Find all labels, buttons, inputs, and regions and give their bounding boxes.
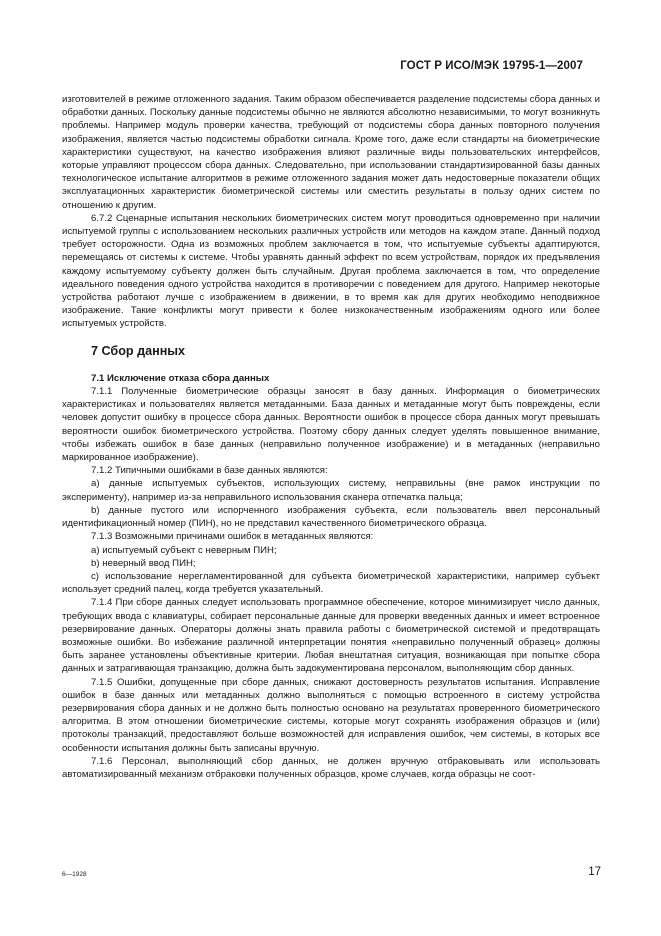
- paragraph-7-1-3: 7.1.3 Возможными причинами ошибок в метаданных являются:: [91, 531, 374, 543]
- page-number: 17: [588, 866, 601, 878]
- print-code: 6—1928: [62, 871, 87, 878]
- list-item-b: b) неверный ввод ПИН;: [91, 557, 196, 569]
- paragraph-7-1-1: 7.1.1 Полученные биометрические образцы заносят в базу данных. Информация о биометрических характеристиках и пользователях является метаданными. База данных и метаданные могут быть повреждены, если человек допустит ошибку в процессе сбора данных. Вероятности ошибок в процессе сбора данных могут превышать вероятности ошибок биометрического устройства. Поэтому сбору данных следует уделять повышенное внимание, чтобы избежать ошибок в базе данных (неправильно полученное изображение) и в метаданных (неправильно маркированное изображение).: [62, 386, 600, 464]
- list-item-a: a) испытуемый субъект с неверным ПИН;: [91, 544, 277, 556]
- paragraph-6-7-2: 6.7.2 Сценарные испытания нескольких биометрических систем могут проводиться одновременно при наличии испытуемой группы с использованием нескольких различных устройств или методов на каждом этапе. Данный подход требует осторожности. Одна из возможных проблем заключается в том, что испытуемые субъекты адаптируются, перемещаясь от системы к системе. Чтобы уравнять данный эффект по всем устройствам, порядок их предъявления каждому испытуемому субъекту должен быть случайным. Другая проблема заключается в том, что определение идеального поведения одного устройства находится в противоречии с поведением для другого. Например некоторые устройства работают лучше с изображением в движении, в то время как для других необходимо неподвижное изображение. Такие конфликты могут привести к более низкокачественным изображениям одного или более испытуемых устройств.: [62, 212, 600, 330]
- paragraph-7-1-6: 7.1.6 Персонал, выполняющий сбор данных, не должен вручную отбраковывать или использовать автоматизированный механизм отбраковки полученных образцов, кроме случаев, когда образцы не соот-: [62, 755, 600, 780]
- list-item-c: c) использование нерегламентированной для субъекта биометрической характеристики, например субъект использует средний палец, когда требуется указательный.: [62, 570, 600, 596]
- list-item-a: a) данные испытуемых субъектов, использующих систему, неправильны (вне рамок инструкции по эксперименту), например из-за неправильного использования сканера отпечатка пальца;: [62, 478, 600, 503]
- paragraph-7-1-4: 7.1.4 При сборе данных следует использовать программное обеспечение, которое минимизирует число данных, требующих ввода с клавиатуры, собирает персональные данные для проверки введенных данных и имеет встроенное резервирование данных. Операторы должны знать правила работы с биометрической системой и предотвращать возможные ошибки. Во избежание различной интерпретации понятия «неправильно полученный образец» должны быть заранее установлены объективные критерии. Любая внештатная ситуация, возникающая при попытке сбора данных и затрагивающая транзакцию, должна быть задокументирована персоналом, выполняющим сбор данных.: [62, 597, 600, 675]
- paragraph-continuation: изготовителей в режиме отложенного задания. Таким образом обеспечивается разделение подсистемы сбора данных и обработки данных. Поскольку данные подсистемы обычно не являются абсолютно независимыми, то могут возникнуть проблемы. Например модуль проверки качества, требующий от подсистемы сбора данных повторного получения изображения, является частью подсистемы обработки сигнала. Кроме того, даже если стандарты на биометрические характеристики существуют, на качество изображения влияют различные виды пользовательских интерфейсов, которые управляют процессом сбора данных. Следовательно, при использовании стандартизированной базы данных технологическое испытание алгоритмов в режиме отложенного задания может дать недостоверные показатели общих эксплуатационных характеристик биометрической системы или сместить результаты в пользу одних систем по отношению к другим.: [62, 94, 600, 211]
- standard-header: ГОСТ Р ИСО/МЭК 19795-1—2007: [400, 60, 583, 72]
- paragraph-7-1-2: 7.1.2 Типичными ошибками в базе данных являются:: [91, 465, 328, 477]
- subsection-heading: 7.1 Исключение отказа сбора данных: [91, 372, 270, 384]
- section-heading: 7 Сбор данных: [91, 343, 186, 358]
- page-body: [62, 93, 600, 781]
- paragraph-7-1-5: 7.1.5 Ошибки, допущенные при сборе данных, снижают достоверность результатов испытания. Исправление ошибок в базе данных или метаданных должно выполняться с помощью встроенного в систему устройства резервирования сбора данных и не должно быть полностью основано на результатах проверенного биометрического алгоритма. В этом отношении биометрические системы, которые могут сохранять изображения образцов и (или) протоколы транзакций, предоставляют больше возможностей для исправления ошибок, чем системы, в которых все особенности испытания должны быть записаны вручную.: [62, 676, 600, 754]
- list-item-b: b) данные пустого или испорченного изображения субъекта, если пользователь ввел персональный идентификационный номер (ПИН), но не представил качественного биометрического образца.: [62, 504, 600, 530]
